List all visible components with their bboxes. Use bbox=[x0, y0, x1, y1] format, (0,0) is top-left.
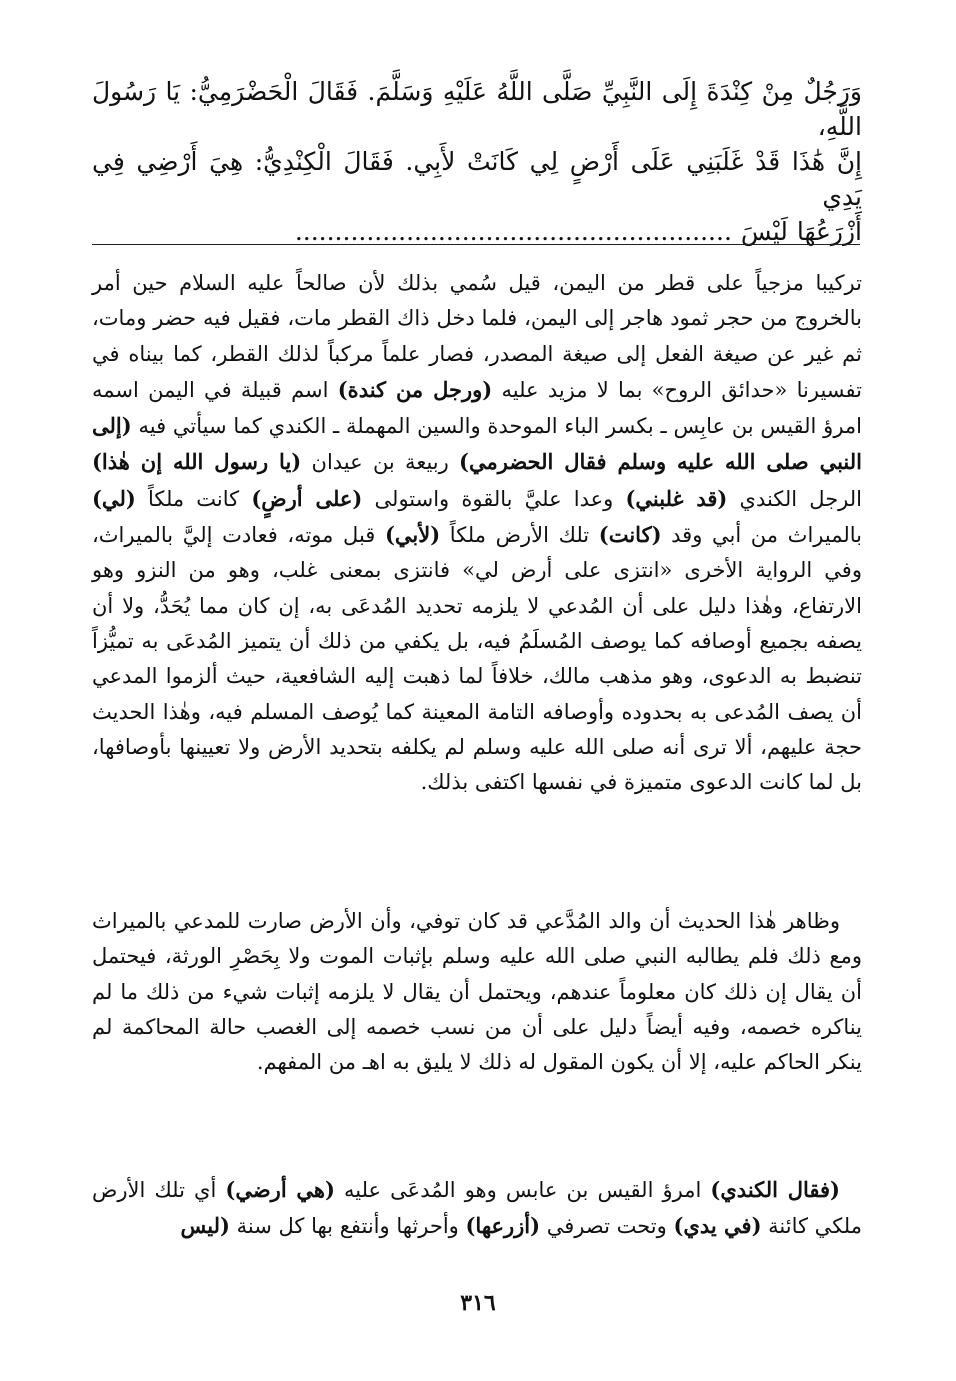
para3-bold-quote: (أزرعها) bbox=[465, 1213, 541, 1239]
para3-text-run: وتحت تصرفي bbox=[540, 1214, 674, 1239]
para1-text-run: كانت ملكاً bbox=[135, 486, 252, 511]
para1-bold-quote: (يا رسول الله إن هٰذا) bbox=[92, 449, 302, 475]
hadith-text bbox=[92, 74, 862, 249]
page-number: ٣١٦ bbox=[460, 1290, 496, 1316]
para1-bold-quote: (على أرضٍ) bbox=[251, 485, 363, 511]
para1-text-run: اسم قبيلة في اليمن اسمه امرؤ القيس بن عابِس ـ بكسر الباء الموحدة والسين المهملة ـ الكندي كما سيأتي فيه bbox=[92, 377, 862, 439]
commentary-paragraph-3 bbox=[92, 1172, 862, 1245]
para1-text-run: تلك الأرض ملكاً bbox=[440, 523, 599, 548]
hadith-line-2: إِنَّ هَٰذَا قَدْ غَلَبَنِي عَلَى أَرْضٍ لِي كَانَتْ لأَبِي. فَقَالَ الْكِنْدِيُّ: هِيَ أَرْضِي فِي يَدِي bbox=[92, 147, 862, 211]
commentary-paragraph-2: وظاهر هٰذا الحديث أن والد المُدَّعي قد كان توفي، وأن الأرض صارت للمدعي بالميراث ومع ذلك فلم يطالبه النبي صلى الله عليه وسلم بإثبات الموت ولا بِحَصْرِ الورثة، فيحتمل أن يقال إن ذلك كان معلوماً عندهم، ويحتمل أن يقال لا يلزمه إثبات شيء من ذلك ما لم يناكره خصمه، وفيه أيضاً دليل على أن من نسب خصمه إلى الغصب حالة المحاكمة لم ينكر الحاكم عليه، إلا أن يكون المقول له ذلك لا يليق به اهـ من المفهم. bbox=[92, 909, 862, 1075]
para1-bold-quote: (كانت) bbox=[598, 522, 662, 548]
ellipsis-dots: ....................................................... bbox=[294, 217, 732, 246]
para3-text-run: وأحرثها وأنتفع بها كل سنة bbox=[229, 1214, 466, 1239]
para1-text-run: الرجل الكندي bbox=[727, 486, 863, 511]
para3-bold-quote: (فقال الكندي) bbox=[710, 1177, 840, 1202]
footnote-separator bbox=[92, 244, 860, 245]
para3-text-run: أي تلك الأرض ملكي كائنة bbox=[92, 1178, 862, 1239]
para3-bold-quote: (ليس bbox=[180, 1213, 230, 1239]
para1-text-run: ربيعة بن عيدان bbox=[301, 450, 460, 475]
para1-bold-quote: (قد غلبني) bbox=[625, 485, 728, 511]
para3-bold-quote: (هي أرضي) bbox=[225, 1177, 335, 1202]
para1-text-run: بالميراث من أبي وقد bbox=[661, 523, 862, 548]
commentary-paragraph-1 bbox=[92, 266, 862, 800]
para1-bold-quote: (لأبي) bbox=[384, 522, 441, 548]
hadith-line-1: وَرَجُلٌ مِنْ كِنْدَةَ إِلَى النَّبِيِّ صَلَّى اللَّهُ عَلَيْهِ وَسَلَّمَ. فَقَالَ الْحَضْرَمِيُّ: يَا رَسُولَ اللَّهِ، bbox=[92, 77, 862, 141]
para1-text-run: وعدا عليَّ بالقوة واستولى bbox=[362, 486, 626, 511]
hadith-line-3: أَزْرَعُهَا لَيْسَ bbox=[740, 217, 862, 246]
para1-text-run: تركيبا مزجياً على قطر من اليمن، قيل سُمي بذلك لأن صالحاً عليه السلام حين أمر بالخروج من حجر ثمود هاجر إلى اليمن، فلما دخل ذاك القطر مات، فقيل فيه حضر ومات، ثم غير عن صيغة الفعل إلى صيغة المصدر، فصار علماً مركباً لذلك القطر، كما بيناه في تفسيرنا «حدائق الروح» بما لا مزيد عليه bbox=[92, 271, 862, 402]
para3-text-run: امرؤ القيس بن عابس وهو المُدعَى عليه bbox=[334, 1178, 711, 1202]
para1-bold-quote: (ورجل من كندة) bbox=[337, 376, 493, 402]
para1-text-run: قبل موته، فعادت إليَّ بالميراث، وفي الرواية الأخرى «انتزى على أرض لي» فانتزى بمعنى غلب، وهو من النزو وهو الارتفاع، وهٰذا دليل على أن المُدعي لا يلزمه تحديد المُدعَى به، إن كان مما يُحَدُّ، ولا أن يصفه بجميع أوصافه كما يوصف المُسلَمُ فيه، بل يكفي من ذلك أن يتميز المُدعَى به تميُّزاً تنضبط به الدعوى، وهو مذهب مالك، خلافاً لما ذهبت إليه الشافعية، حيث ألزموا المدعي أن يصف المُدعى به بحدوده وأوصافه التامة المعينة كما يُوصف المسلم فيه، وهٰذا الحديث حجة عليهم، ألا ترى أنه صلى الله عليه وسلم لم يكلفه بتحديد الأرض ولا تعيينها بأوصافها، بل لما كانت الدعوى متميزة في نفسها اكتفى بذلك. bbox=[92, 523, 862, 795]
para1-bold-quote: (لي) bbox=[92, 485, 136, 511]
para3-bold-quote: (في يدي) bbox=[673, 1213, 762, 1239]
para1-bold-quote: (إلى النبي صلى الله عليه وسلم فقال الحضرمي) bbox=[92, 413, 862, 475]
